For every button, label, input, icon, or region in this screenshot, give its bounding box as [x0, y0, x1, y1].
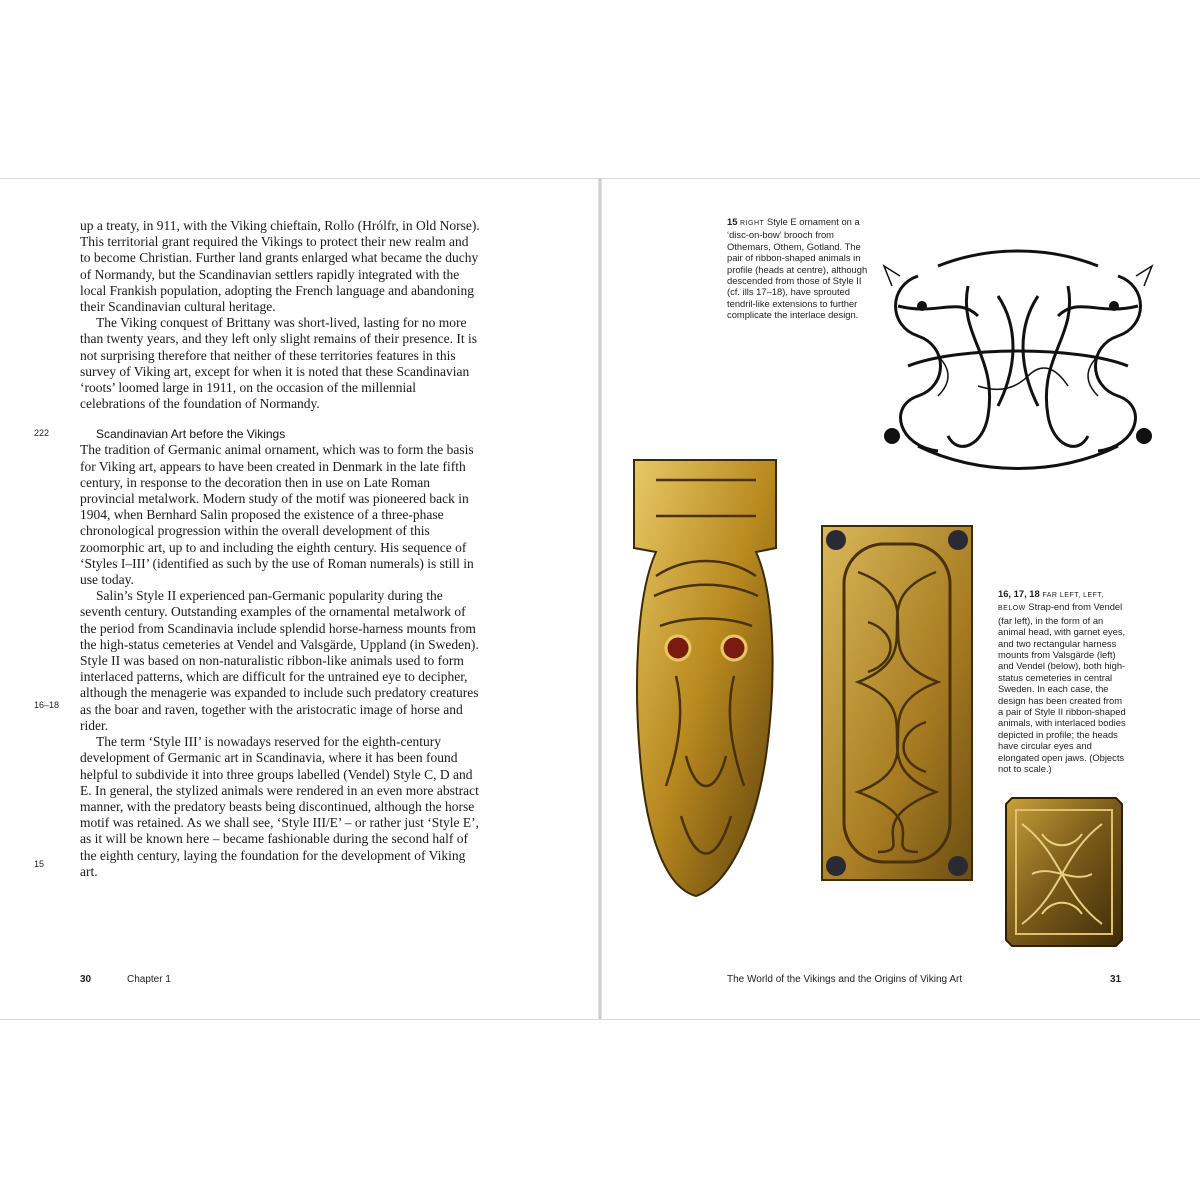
page-number-left: 30: [80, 974, 92, 985]
vendel-mount-photo: [1002, 794, 1126, 950]
running-head-left: Chapter 1: [127, 974, 171, 985]
paragraph: Salin’s Style II experienced pan-Germanic popularity during the seventh century. Outstanding examples of the ornamental metalwork of the period from Scandinavia include splendid horse-harness mounts from the high-status cemeteries at Vendel and Valsgärde, Uppland (in Sweden). Style II was based on non-naturalistic ribbon-like animals used to form interlaced patterns, which are difficult for the untrained eye to decipher, although the menagerie was expanded to include such predatory creatures as the boar and raven, together with the aristocratic image of horse and rider.: [80, 588, 479, 733]
margin-ref-222: 222: [34, 428, 50, 438]
style-e-interlace-drawing: [878, 246, 1158, 478]
paragraph: up a treaty, in 911, with the Viking chieftain, Rollo (Hrólfr, in Old Norse). This territorial grant required the Vikings to protect their new realm and to become Christian. Further land grants enlarged what became the duchy of Normandy, but the Scandinavian settlers rapidly integrated with the local Frankish population, adopting the French language and abandoning their Scandinavian cultural heritage.: [80, 218, 480, 315]
valsgarde-mount-photo: [818, 522, 976, 884]
section-heading: Scandinavian Art before the Vikings: [96, 427, 286, 442]
caption-16-18: 16, 17, 18 FAR LEFT, LEFT, BELOW Strap-end from Vendel (far left), in the form of an animal head, with garnet eyes, and two rectangular harness mounts from Valsgärde (left) and Vendel (below), both high-status cemeteries in central Sweden. In each case, the design has been created from a pair of Style II ribbon-shaped animals, with interlaced bodies depicted in profile; the heads have circular eyes and elongated open jaws. (Objects not to scale.): [998, 588, 1126, 775]
caption-15: 15 RIGHT Style E ornament on a ‘disc-on-bow’ brooch from Othemars, Othem, Gotland. The pair of ribbon-shaped animals in profile (heads at centre), although descended from those of Style II (cf. ills 17–18), have sprouted tendril-like extensions to further complicate the interlace design.: [727, 216, 868, 321]
paragraph: The term ‘Style III’ is nowadays reserved for the eighth-century development of Germanic art in Scandinavia, where it has been found helpful to subdivide it into three groups labelled (Vendel) Style C, D and E. In general, the stylized animals were rendered in an even more abstract manner, with the predatory beasts being discontinued, although the horse motif was retained. As we shall see, ‘Style III/E’ – or rather just ‘Style E’, as it will be known here – became fashionable during the second half of the eighth century, laying the foundation for the development of Viking art.: [80, 734, 480, 879]
book-gutter: [598, 178, 602, 1020]
margin-ref-16-18: 16–18: [34, 700, 60, 710]
paragraph: The Viking conquest of Brittany was short-lived, lasting for no more than twenty years, and they left only slight remains of their presence. It is not surprising therefore that neither of these territories features in this survey of Viking art, except for when it is noted that these Scandinavian ‘roots’ loomed large in 1911, on the occasion of the millennial celebrations of the foundation of Normandy.: [80, 315, 478, 412]
left-page-body: [80, 218, 480, 880]
margin-ref-15: 15: [34, 859, 45, 869]
paragraph: The tradition of Germanic animal ornament, which was to form the basis for Viking art, appears to have been created in Denmark in the late fifth century, in response to the decoration then in use on Late Roman provincial metalwork. Modern study of the motif was pioneered back in 1904, when Bernhard Salin proposed the existence of a three-phase chronological progression within the overall development of this zoomorphic art, up to and including the eighth century. His sequence of ‘Styles I–III’ (identified as such by the use of Roman numerals) is still in use today.: [80, 442, 474, 588]
running-head-right: The World of the Vikings and the Origins of Viking Art: [727, 974, 963, 985]
page-number-right: 31: [1110, 974, 1122, 985]
strap-end-photo: [626, 456, 784, 904]
